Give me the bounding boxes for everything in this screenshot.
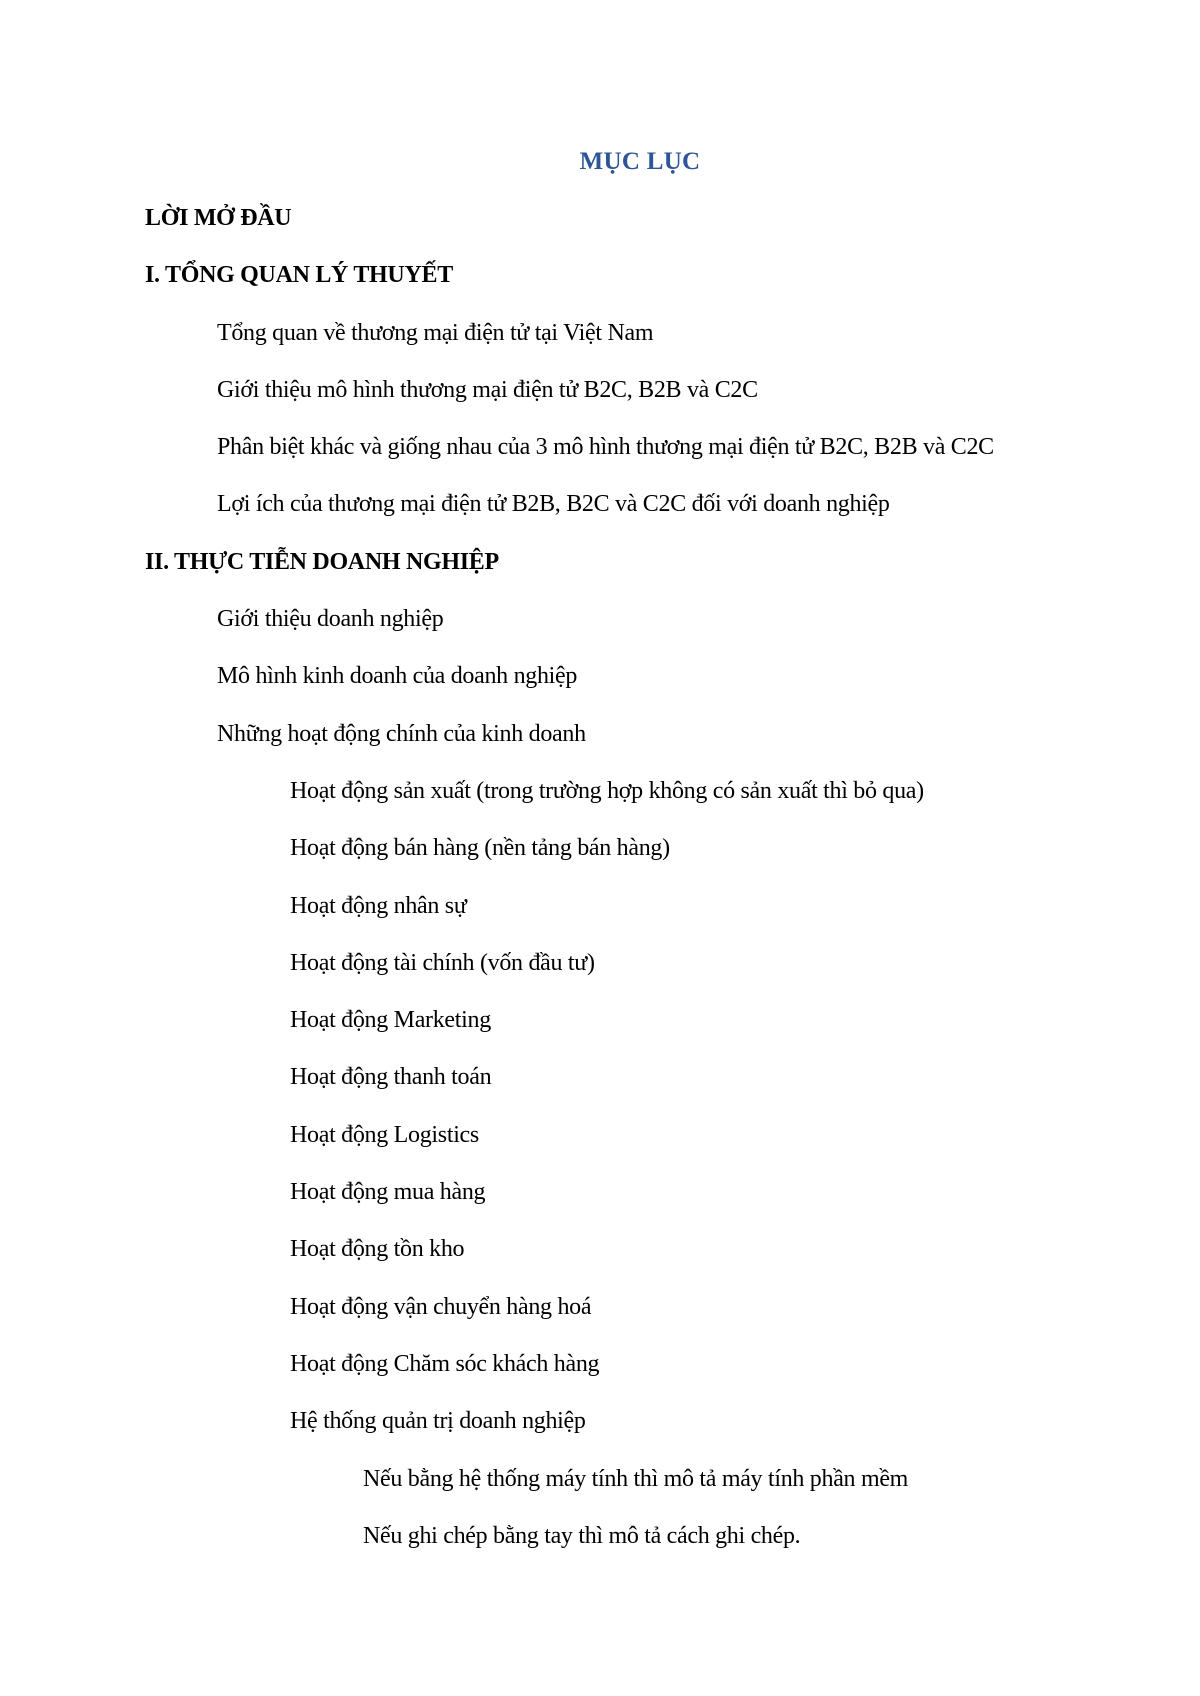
toc-list [0,198,1200,1573]
toc-subentry: Hoạt động Logistics [290,1121,479,1148]
toc-subentry: Hoạt động Marketing [290,1007,491,1034]
toc-entry: Phân biệt khác và giống nhau của 3 mô hình thương mại điện tử B2C, B2B và C2C [217,434,994,461]
toc-subentry: Hoạt động Chăm sóc khách hàng [290,1350,600,1377]
toc-entry: Tổng quan về thương mại điện tử tại Việt Nam [217,319,654,346]
toc-subsubentry: Nếu ghi chép bằng tay thì mô tả cách ghi chép. [363,1522,801,1549]
toc-heading-theory: I. TỔNG QUAN LÝ THUYẾT [145,262,453,289]
toc-entry: Lợi ích của thương mại điện tử B2B, B2C và C2C đối với doanh nghiệp [217,491,890,518]
toc-subsubentry: Nếu bằng hệ thống máy tính thì mô tả máy tính phần mềm [363,1465,909,1492]
toc-subentry: Hoạt động tài chính (vốn đầu tư) [290,949,595,976]
toc-entry: Những hoạt động chính của kinh doanh [217,720,586,747]
toc-subentry: Hoạt động tồn kho [290,1236,465,1263]
toc-entry: Giới thiệu mô hình thương mại điện tử B2C, B2B và C2C [217,376,758,403]
toc-subentry: Hoạt động vận chuyển hàng hoá [290,1293,592,1320]
toc-subentry: Hệ thống quản trị doanh nghiệp [290,1408,586,1435]
toc-subentry: Hoạt động nhân sự [290,892,467,919]
toc-entry: Mô hình kinh doanh của doanh nghiệp [217,663,578,690]
toc-title: MỤC LỤC [579,148,701,175]
toc-entry: Giới thiệu doanh nghiệp [217,606,444,633]
toc-subentry: Hoạt động sản xuất (trong trường hợp không có sản xuất thì bỏ qua) [290,777,924,804]
toc-heading-practice: II. THỰC TIỄN DOANH NGHIỆP [145,548,499,575]
toc-subentry: Hoạt động mua hàng [290,1179,486,1206]
toc-subentry: Hoạt động thanh toán [290,1064,492,1091]
toc-entry-intro: LỜI MỞ ĐẦU [145,205,292,231]
toc-subentry: Hoạt động bán hàng (nền tảng bán hàng) [290,835,670,862]
